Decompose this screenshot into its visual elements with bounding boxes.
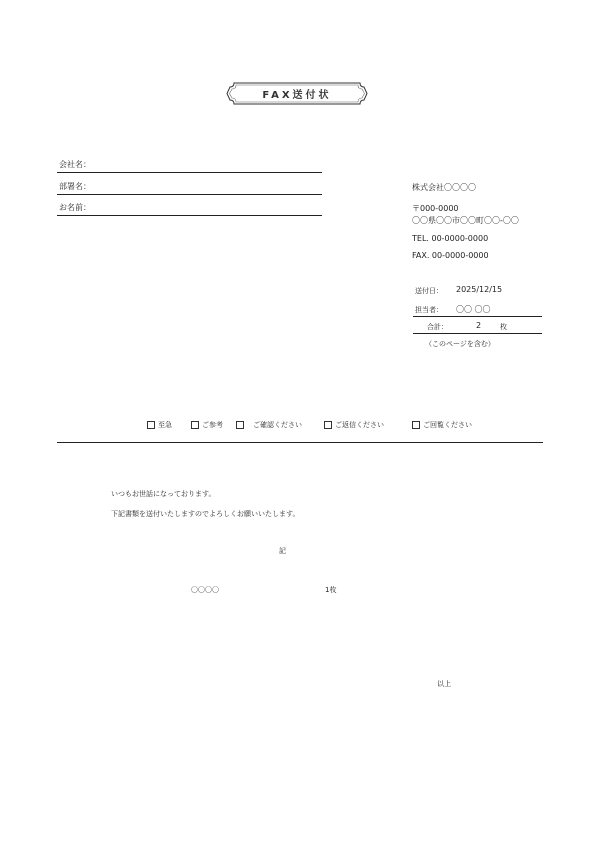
item-count: 1枚	[325, 586, 337, 594]
checkbox-square-icon[interactable]	[324, 421, 332, 429]
checkbox-label: 至急	[158, 421, 172, 429]
checkbox-square-icon[interactable]	[191, 421, 199, 429]
checkbox-label: ご確認ください	[253, 421, 302, 429]
sender-company: 株式会社〇〇〇〇	[412, 183, 476, 192]
company-label: 会社名：	[59, 160, 91, 169]
title-banner	[226, 82, 368, 105]
checkbox-circulate[interactable]	[412, 420, 472, 430]
checkbox-label: ご返信ください	[335, 421, 384, 429]
sender-tel: TEL. 00-0000-0000	[412, 234, 489, 243]
sender-postal: 〒000-0000	[412, 204, 459, 213]
date-value: 2025/12/15	[456, 285, 503, 294]
checkbox-label: ご回覧ください	[423, 421, 472, 429]
name-field[interactable]	[57, 201, 322, 216]
total-value: 2	[476, 321, 482, 330]
checkbox-label: ご参考	[202, 421, 223, 429]
checkbox-square-icon[interactable]	[236, 421, 244, 429]
greeting-text: いつもお世話になっております。	[111, 490, 216, 498]
item-name: 〇〇〇〇	[191, 586, 219, 594]
checkbox-reply[interactable]	[324, 420, 384, 430]
checkbox-confirm[interactable]	[236, 420, 302, 430]
intro-text: 下記書類を送付いたしますのでよろしくお願いいたします。	[111, 510, 300, 518]
page-title: FAX送付状	[262, 90, 332, 101]
checkbox-square-icon[interactable]	[412, 421, 420, 429]
checkbox-reference[interactable]	[191, 420, 223, 430]
meta-divider-top	[413, 316, 542, 317]
meta-divider-bottom	[413, 333, 542, 334]
sender-fax: FAX. 00-0000-0000	[412, 251, 489, 260]
section-divider	[57, 442, 543, 443]
ki-heading: 記	[279, 547, 286, 555]
company-field[interactable]	[57, 158, 322, 173]
checkbox-urgent[interactable]	[147, 420, 172, 430]
date-label: 送付日：	[415, 287, 443, 295]
total-unit: 枚	[500, 323, 507, 331]
total-label: 合計：	[427, 323, 448, 331]
person-label: 担当者：	[415, 306, 443, 314]
sender-address: 〇〇県〇〇市〇〇町〇〇-〇〇	[412, 216, 519, 225]
closing-text: 以上	[437, 680, 451, 688]
name-label: お名前：	[59, 203, 91, 212]
department-label: 部署名：	[59, 182, 91, 191]
department-field[interactable]	[57, 180, 322, 195]
person-value: 〇〇 〇〇	[456, 305, 491, 314]
page-note: （このページを含む）	[425, 340, 495, 348]
checkbox-square-icon[interactable]	[147, 421, 155, 429]
